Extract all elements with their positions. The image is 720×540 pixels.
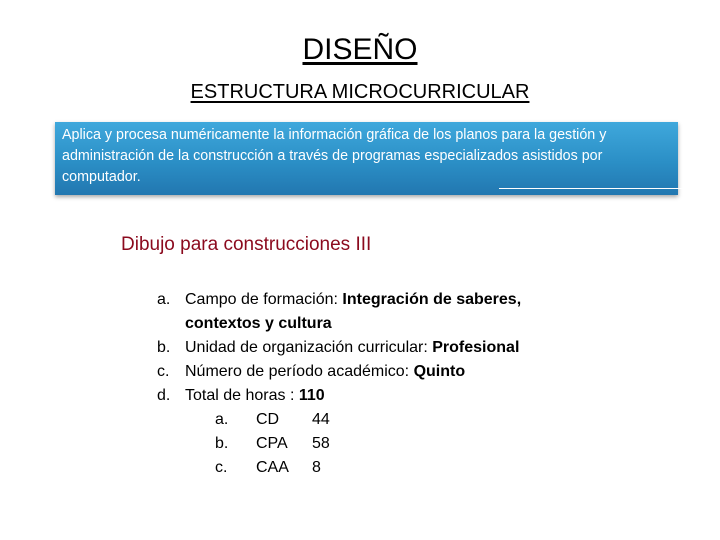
list-marker: a.: [157, 291, 171, 308]
item-label: Total de horas :: [185, 387, 299, 404]
list-marker: b.: [215, 435, 229, 452]
list-marker: c.: [157, 363, 170, 380]
hours-value: 44: [312, 411, 330, 428]
description-banner: [55, 122, 678, 195]
hours-value: 8: [312, 459, 321, 476]
hours-code: CAA: [256, 459, 289, 476]
hours-code: CD: [256, 411, 280, 428]
list-marker: b.: [157, 339, 171, 356]
item-value: Profesional: [432, 339, 520, 356]
hours-row-caa: [157, 456, 597, 480]
page-subtitle: [0, 78, 720, 106]
item-label: Campo de formación:: [185, 291, 343, 308]
course-title: Dibujo para construcciones III: [121, 234, 372, 255]
hours-row-cd: [157, 408, 597, 432]
title-text: DISEÑO: [302, 33, 418, 66]
hours-row-cpa: [157, 432, 597, 456]
item-value: 110: [298, 387, 325, 404]
subtitle-text: ESTRUCTURA MICROCURRICULAR: [190, 81, 530, 103]
course-details-list: [157, 288, 597, 480]
list-item-hours: [157, 384, 597, 408]
hours-value: 58: [312, 435, 330, 452]
item-value: Integración de saberes, contextos y cultura: [185, 291, 522, 332]
banner-underline: [499, 188, 720, 189]
item-label: Unidad de organización curricular:: [185, 339, 433, 356]
item-value: Quinto: [413, 363, 466, 380]
list-item-field: [157, 288, 597, 336]
list-marker: d.: [157, 387, 171, 404]
list-marker: c.: [215, 459, 228, 476]
list-marker: a.: [215, 411, 229, 428]
item-label: Número de período académico:: [185, 363, 414, 380]
page-title: [0, 30, 720, 70]
list-item-unit: [157, 336, 597, 360]
hours-code: CPA: [256, 435, 288, 452]
description-text: Aplica y procesa numéricamente la información gráfica de los planos para la gestión y administración de la construcción a través de programas especializados asistidos por computador.: [62, 127, 607, 185]
list-item-period: [157, 360, 597, 384]
